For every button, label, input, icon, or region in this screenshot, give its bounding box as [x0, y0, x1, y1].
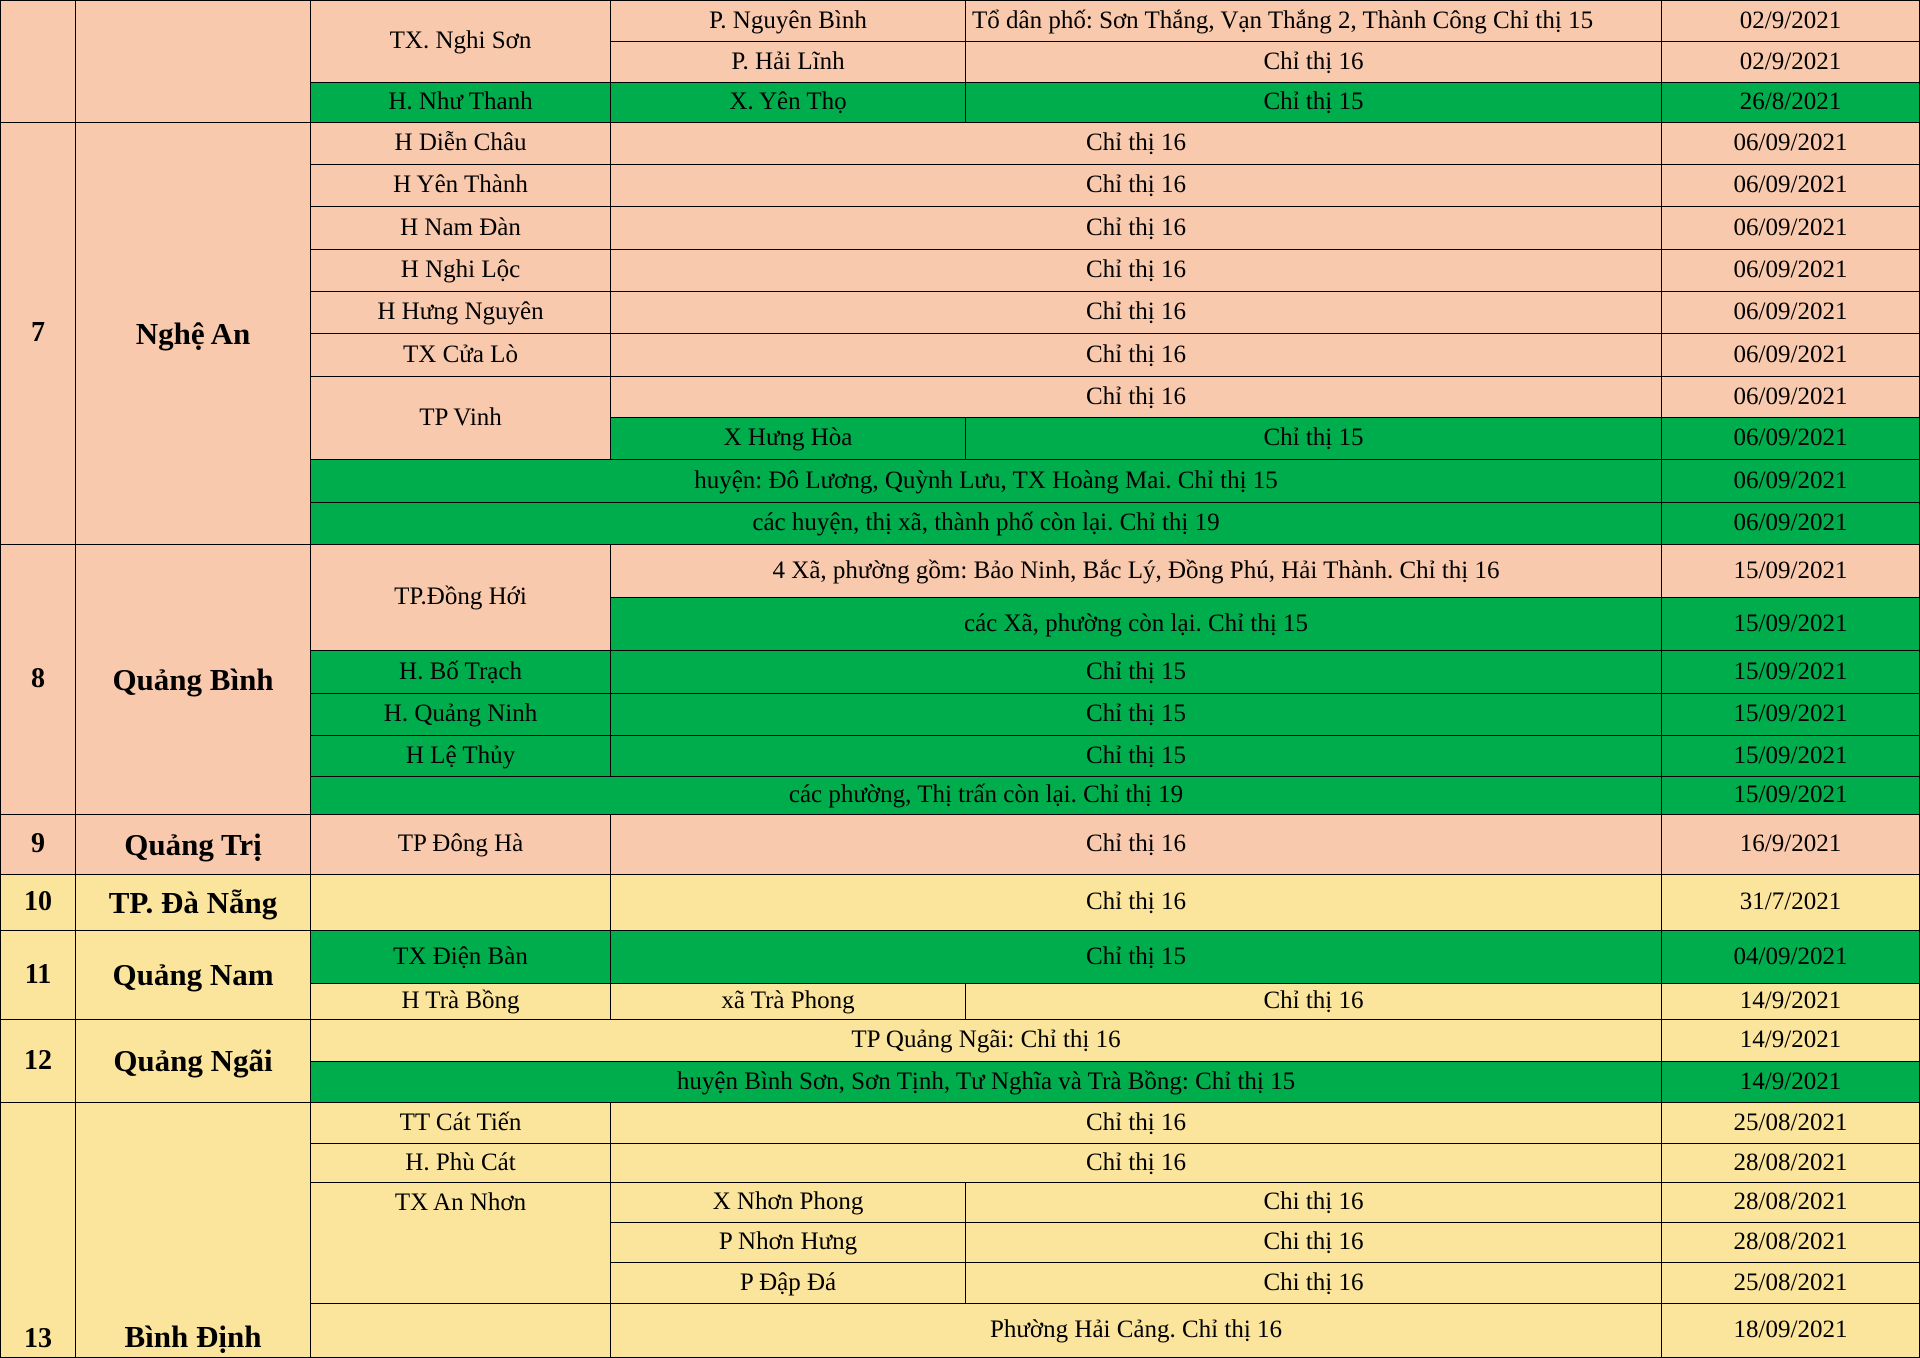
- date-cell: 15/09/2021: [1661, 597, 1920, 651]
- district-cell: [310, 1303, 611, 1358]
- district-cell: H Diễn Châu: [310, 122, 611, 165]
- stt-cell: 12: [0, 1019, 76, 1103]
- date-cell: 06/09/2021: [1661, 291, 1920, 334]
- date-cell: 15/09/2021: [1661, 693, 1920, 736]
- measure-cell: Chi thị 16: [965, 1222, 1662, 1263]
- date-cell: 06/09/2021: [1661, 376, 1920, 418]
- date-cell: 15/09/2021: [1661, 776, 1920, 815]
- measure-cell: Chỉ thị 16: [610, 1102, 1662, 1144]
- date-cell: 06/09/2021: [1661, 417, 1920, 460]
- ward-cell: X. Yên Thọ: [610, 82, 966, 123]
- measure-cell: Chỉ thị 16: [610, 164, 1662, 207]
- district-cell: TX. Nghi Sơn: [310, 0, 611, 83]
- ward-cell: P Nhơn Hưng: [610, 1222, 966, 1263]
- district-cell: TX Điện Bàn: [310, 930, 611, 984]
- measure-cell: Chỉ thị 16: [610, 122, 1662, 165]
- merged-measure-cell: các phường, Thị trấn còn lại. Chỉ thị 19: [310, 776, 1662, 815]
- measure-cell: Chỉ thị 16: [610, 1143, 1662, 1183]
- measure-cell: Chỉ thị 15: [965, 417, 1662, 460]
- district-cell: H. Phù Cát: [310, 1143, 611, 1183]
- measure-cell: Chỉ thị 15: [610, 650, 1662, 694]
- ward-cell: xã Trà Phong: [610, 983, 966, 1020]
- measure-cell: Chỉ thị 15: [965, 82, 1662, 123]
- district-cell: H Nam Đàn: [310, 206, 611, 250]
- measure-cell: Chỉ thị 16: [610, 206, 1662, 250]
- date-cell: 28/08/2021: [1661, 1143, 1920, 1183]
- district-cell: H Hưng Nguyên: [310, 291, 611, 334]
- measure-cell: các Xã, phường còn lại. Chỉ thị 15: [610, 597, 1662, 651]
- date-cell: 25/08/2021: [1661, 1262, 1920, 1304]
- date-cell: 28/08/2021: [1661, 1222, 1920, 1263]
- district-cell: H. Như Thanh: [310, 82, 611, 123]
- district-cell: TP.Đồng Hới: [310, 544, 611, 651]
- date-cell: 28/08/2021: [1661, 1182, 1920, 1223]
- merged-measure-cell: huyện: Đô Lương, Quỳnh Lưu, TX Hoàng Mai. Chỉ thị 15: [310, 459, 1662, 503]
- province-cell: Quảng Nam: [75, 930, 311, 1020]
- measure-cell: Phường Hải Cảng. Chỉ thị 16: [610, 1303, 1662, 1358]
- date-cell: 18/09/2021: [1661, 1303, 1920, 1358]
- district-cell: TX An Nhơn: [310, 1182, 611, 1304]
- district-cell: TX Cửa Lò: [310, 333, 611, 377]
- date-cell: 14/9/2021: [1661, 983, 1920, 1020]
- date-cell: 06/09/2021: [1661, 122, 1920, 165]
- ward-cell: X Nhơn Phong: [610, 1182, 966, 1223]
- measure-cell: Chỉ thị 16: [610, 249, 1662, 292]
- date-cell: 06/09/2021: [1661, 502, 1920, 545]
- ward-cell: P. Nguyên Bình: [610, 0, 966, 42]
- district-cell: H. Quảng Ninh: [310, 693, 611, 736]
- stt-cell-prev: [0, 0, 76, 123]
- province-cell: Quảng Trị: [75, 814, 311, 875]
- ward-cell: P Đập Đá: [610, 1262, 966, 1304]
- district-cell: TP Vinh: [310, 376, 611, 460]
- province-cell: Quảng Ngãi: [75, 1019, 311, 1103]
- measure-cell: Chỉ thị 16: [965, 983, 1662, 1020]
- province-cell-prev: [75, 0, 311, 123]
- province-cell: Bình Định: [75, 1102, 311, 1358]
- date-cell: 31/7/2021: [1661, 874, 1920, 931]
- district-cell: H Nghi Lộc: [310, 249, 611, 292]
- province-cell: Nghệ An: [75, 122, 311, 545]
- date-cell: 02/9/2021: [1661, 41, 1920, 83]
- measure-cell: Chỉ thị 16: [610, 874, 1662, 931]
- stt-cell: 9: [0, 814, 76, 875]
- measure-cell: Chỉ thị 15: [610, 693, 1662, 736]
- stt-cell: 11: [0, 930, 76, 1020]
- measure-cell: Chỉ thị 16: [610, 333, 1662, 377]
- merged-measure-cell: TP Quảng Ngãi: Chỉ thị 16: [310, 1019, 1662, 1062]
- date-cell: 06/09/2021: [1661, 249, 1920, 292]
- merged-measure-cell: huyện Bình Sơn, Sơn Tịnh, Tư Nghĩa và Trà Bồng: Chỉ thị 15: [310, 1061, 1662, 1103]
- province-cell: TP. Đà Nẵng: [75, 874, 311, 931]
- measure-cell: Chỉ thị 16: [610, 814, 1662, 875]
- measure-cell: Chi thị 16: [965, 1182, 1662, 1223]
- district-cell: TT Cát Tiến: [310, 1102, 611, 1144]
- measure-cell: Chỉ thị 16: [965, 41, 1662, 83]
- stt-cell: 10: [0, 874, 76, 931]
- date-cell: 15/09/2021: [1661, 735, 1920, 777]
- date-cell: 15/09/2021: [1661, 544, 1920, 598]
- date-cell: 26/8/2021: [1661, 82, 1920, 123]
- date-cell: 15/09/2021: [1661, 650, 1920, 694]
- date-cell: 14/9/2021: [1661, 1019, 1920, 1062]
- district-cell: TP Đông Hà: [310, 814, 611, 875]
- measure-cell: Chi thị 16: [965, 1262, 1662, 1304]
- merged-measure-cell: các huyện, thị xã, thành phố còn lại. Chỉ thị 19: [310, 502, 1662, 545]
- date-cell: 06/09/2021: [1661, 333, 1920, 377]
- stt-cell: 8: [0, 544, 76, 815]
- stt-cell: 7: [0, 122, 76, 545]
- measure-cell: 4 Xã, phường gồm: Bảo Ninh, Bắc Lý, Đồng Phú, Hải Thành. Chỉ thị 16: [610, 544, 1662, 598]
- ward-cell: X Hưng Hòa: [610, 417, 966, 460]
- date-cell: 04/09/2021: [1661, 930, 1920, 984]
- district-cell: H Yên Thành: [310, 164, 611, 207]
- district-cell: H. Bố Trạch: [310, 650, 611, 694]
- date-cell: 02/9/2021: [1661, 0, 1920, 42]
- district-cell: H Lệ Thủy: [310, 735, 611, 777]
- measure-cell: Chỉ thị 16: [610, 376, 1662, 418]
- date-cell: 06/09/2021: [1661, 164, 1920, 207]
- measure-cell: Tổ dân phố: Sơn Thắng, Vạn Thắng 2, Thành Công Chỉ thị 15: [965, 0, 1662, 42]
- measure-cell: Chỉ thị 15: [610, 930, 1662, 984]
- district-cell: H Trà Bồng: [310, 983, 611, 1020]
- ward-cell: P. Hải Lĩnh: [610, 41, 966, 83]
- province-cell: Quảng Bình: [75, 544, 311, 815]
- date-cell: 06/09/2021: [1661, 459, 1920, 503]
- date-cell: 16/9/2021: [1661, 814, 1920, 875]
- date-cell: 14/9/2021: [1661, 1061, 1920, 1103]
- measure-cell: Chỉ thị 15: [610, 735, 1662, 777]
- date-cell: 06/09/2021: [1661, 206, 1920, 250]
- date-cell: 25/08/2021: [1661, 1102, 1920, 1144]
- measure-cell: Chỉ thị 16: [610, 291, 1662, 334]
- district-cell: [310, 874, 611, 931]
- stt-cell: 13: [0, 1102, 76, 1358]
